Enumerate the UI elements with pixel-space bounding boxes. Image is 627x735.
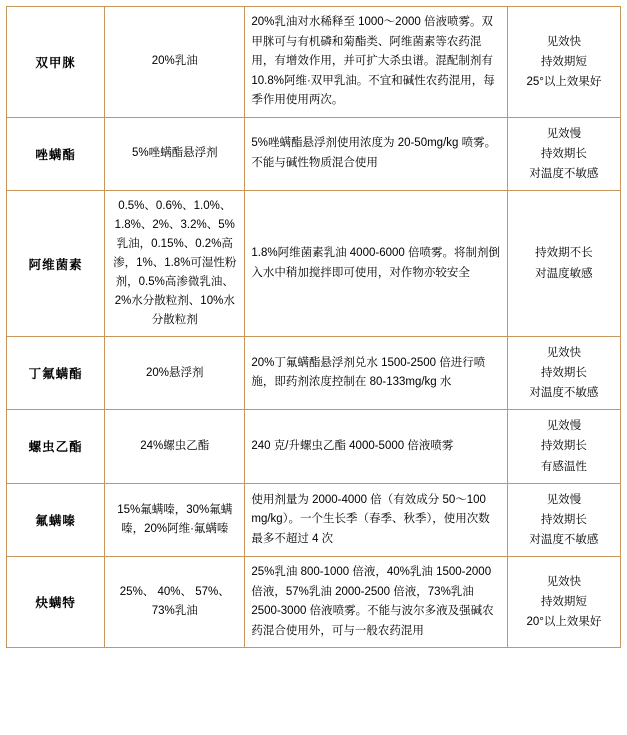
pesticide-formulation: 5%唑螨酯悬浮剂 — [105, 117, 245, 190]
pesticide-name: 螺虫乙酯 — [7, 410, 105, 483]
note-line: 见效慢 — [546, 493, 582, 506]
pesticide-name: 唑螨酯 — [7, 117, 105, 190]
pesticide-name: 炔螨特 — [7, 557, 105, 648]
table-row — [7, 117, 621, 190]
note-line: 持效期长 — [540, 367, 587, 380]
note-line: 见效快 — [546, 35, 582, 48]
pesticide-notes — [507, 336, 620, 409]
note-line: 25°以上效果好 — [526, 75, 602, 88]
pesticide-formulation: 25%、 40%、 57%、73%乳油 — [105, 557, 245, 648]
table-row — [7, 191, 621, 337]
table-row — [7, 7, 621, 118]
note-line: 持效期不长 — [535, 247, 593, 260]
pesticide-usage-table — [6, 6, 621, 648]
pesticide-name: 丁氟螨酯 — [7, 336, 105, 409]
pesticide-notes — [507, 7, 620, 118]
pesticide-formulation: 0.5%、0.6%、1.0%、1.8%、2%、3.2%、5%乳油，0.15%、0.2%高渗，1%、1.8%可湿性粉剂，0.5%高渗微乳油、2%水分散粒剂、10%水分散粒剂 — [105, 191, 245, 337]
pesticide-usage: 240 克/升螺虫乙酯 4000-5000 倍液喷雾 — [245, 410, 507, 483]
note-line: 见效慢 — [546, 420, 582, 433]
note-line: 对温度不敏感 — [529, 387, 599, 400]
note-line: 持效期长 — [540, 440, 587, 453]
note-line: 持效期长 — [540, 147, 587, 160]
pesticide-notes — [507, 410, 620, 483]
pesticide-notes — [507, 191, 620, 337]
note-line: 持效期短 — [540, 596, 587, 609]
pesticide-name: 阿维菌素 — [7, 191, 105, 337]
note-line: 对温度不敏感 — [529, 533, 599, 546]
note-line: 持效期长 — [540, 513, 587, 526]
note-line: 见效快 — [546, 346, 582, 359]
note-line: 对温度敏感 — [535, 267, 593, 280]
pesticide-formulation: 24%螺虫乙酯 — [105, 410, 245, 483]
pesticide-usage: 5%唑螨酯悬浮剂使用浓度为 20-50mg/kg 喷雾。不能与碱性物质混合使用 — [245, 117, 507, 190]
note-line: 有感温性 — [540, 460, 587, 473]
note-line: 对温度不敏感 — [529, 167, 599, 180]
pesticide-formulation: 20%悬浮剂 — [105, 336, 245, 409]
pesticide-notes — [507, 483, 620, 556]
note-line: 见效快 — [546, 575, 582, 588]
table-body — [7, 7, 621, 648]
note-line: 见效慢 — [546, 127, 582, 140]
pesticide-usage: 20%乳油对水稀释至 1000～2000 倍液喷雾。双甲脒可与有机磷和菊酯类、阿维菌素等农药混用，有增效作用，并可扩大杀虫谱。混配制剂有 10.8%阿维·双甲乳油。不宜和碱性农药混用，每季作用使用两次。 — [245, 7, 507, 118]
pesticide-name: 氟螨嗪 — [7, 483, 105, 556]
pesticide-notes — [507, 117, 620, 190]
note-line: 20°以上效果好 — [526, 616, 602, 629]
pesticide-notes — [507, 557, 620, 648]
pesticide-usage: 使用剂量为 2000-4000 倍（有效成分 50～100 mg/kg）。一个生长季（春季、秋季），使用次数最多不超过 4 次 — [245, 483, 507, 556]
table-row — [7, 410, 621, 483]
pesticide-formulation: 15%氟螨嗪，30%氟螨嗪，20%阿维·氟螨嗪 — [105, 483, 245, 556]
pesticide-usage: 25%乳油 800-1000 倍液，40%乳油 1500-2000 倍液，57%乳油 2000-2500 倍液，73%乳油 2500-3000 倍液喷雾。不能与波尔多液及强碱农药混合使用外，可与一般农药混用 — [245, 557, 507, 648]
pesticide-name: 双甲脒 — [7, 7, 105, 118]
pesticide-usage: 20%丁氟螨酯悬浮剂兑水 1500-2500 倍进行喷施，即药剂浓度控制在 80-133mg/kg 水 — [245, 336, 507, 409]
pesticide-usage: 1.8%阿维菌素乳油 4000-6000 倍喷雾。将制剂倒入水中稍加搅拌即可使用，对作物亦较安全 — [245, 191, 507, 337]
table-row — [7, 336, 621, 409]
pesticide-formulation: 20%乳油 — [105, 7, 245, 118]
note-line: 持效期短 — [540, 55, 587, 68]
table-row — [7, 557, 621, 648]
table-row — [7, 483, 621, 556]
